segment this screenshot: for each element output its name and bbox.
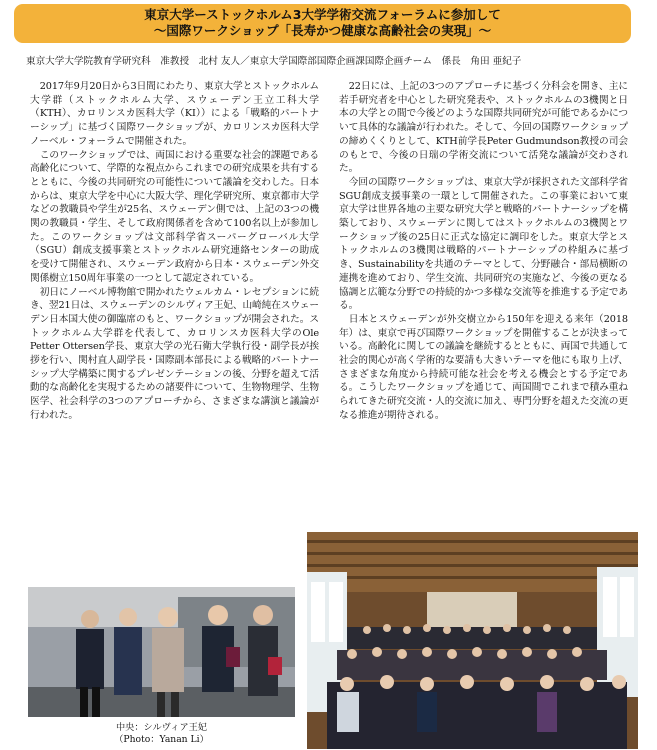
left-column [30,80,319,423]
photo-caption [28,722,295,746]
paragraph: 22日には、上記の3つのアプローチに基づく分科会を開き、主に若手研究者を中心とした研究発表や、ストックホルムの3機関と日本の大学との間で今後どのような国際共同研究が可能であるかについて具体的な議論が行われた。そして、今回の国際ワークショップの締めくくりとして、KTH前学長Peter Gudmundson教授の司会のもとで、今後の日瑞の学術交流について活発な議論が交わされた。 [339,81,628,175]
group-photo-small [28,587,295,717]
paragraph: 初日にノーベル博物館で開かれたウェルカム・レセプションに続き、翌21日は、スウェーデンのシルヴィア王妃、山崎純在スウェーデン日本国大使の御臨席のもと、ワークショップが開会された。ストックホルム大学群を代表して、カロリンスカ医科大学のOle Petter Ottersen学長、東京大学の光石衛大学執行役・副学長が挨拶を行い、関村直人副学長・国際副本部長による戦略的パートナーシップ大学構築に関するプレゼンテーションの後、分野を超えて活動的な高齢化を実現するための諸要件について、生物物理学、生物医学、社会科学の3つのアプローチから、さまざまな講演と議論が行われた。 [30,286,319,421]
article-subtitle: ～国際ワークショップ「長寿かつ健康な高齢社会の実現」～ [153,23,492,38]
right-column [339,80,628,423]
paragraph: このワークショップでは、両国における重要な社会的課題である高齢化について、学際的な視点からこれまでの研究成果を共有するとともに、今後の共同研究の可能性について議論を交わした。日本からは、東京大学を中心に大阪大学、理化学研究所、東京都市大学などの教職員や学生が25名、スウェーデン側では、上記の3つの機関の教職員・学生、そして政府関係者を含めて100名以上が参加した。このワークショップは文部科学省スーパーグローバル大学（SGU）創成支援事業とストックホルム研究連絡センターの助成を受けて開催され、スウェーデン政府から日本・スウェーデン外交関係樹立150周年事業の一つとして認定されている。 [30,149,319,284]
caption-line: 中央：シルヴィア王妃 [115,722,208,733]
photo-credit: （Photo：Yanan Li） [114,734,209,745]
byline: 東京大学大学院教育学研究科 准教授 北村 友人／東京大学国際部国際企画課国際企画チーム 係長 角田 亜紀子 [26,56,522,67]
title-banner [14,4,631,43]
article-title: 東京大学ーストックホルム3大学学術交流フォーラムに参加して [144,7,501,22]
paragraph: 今回の国際ワークショップは、東京大学が採択された文部科学省SGU創成支援事業の一環として開催された。この事業において東京大学は世界各地の主要な研究大学と戦略的パートナーシップを構築しており、スウェーデンに関してはストックホルムの3機関とワークショップ後の25日に正式な協定に調印をした。東京大学とストックホルムの3機関は戦略的パートナーシップの枠組みに基づき、Sustainabilityを共通のテーマとして、分野融合・部局横断の連携を進めており、学生交流、共同研究の実施など、今後の更なる協調と広範な分野での持続的かつ多様な交流等を推進する予定である。 [339,176,628,312]
paragraph: 2017年9月20日から3日間にわたり、東京大学とストックホルム大学群（ストックホルム大学、スウェーデン王立工科大学（KTH）、カロリンスカ医科大学（KI））による「戦略的パートナーシップ」に基づく国際ワークショップが、カロリンスカ医科大学ノーベル・フォーラムで開催された。 [30,81,319,147]
group-photo-large [307,532,638,749]
paragraph: 日本とスウェーデンが外交樹立から150年を迎える来年（2018年）は、東京で再び国際ワークショップを開催することが決まっている。高齢化に関しての議論を継続するとともに、両国で共通して社会的関心が高く学術的な要請も大きいテーマを他にも取り上げ、さまざまな角度から持続可能な社会を考える機会とする予定である。こうしたワークショップを通じて、両国間でこれまで積み重ねられてきた研究交流・人的交流に加え、専門分野を超えた交流の更なる推進が期待される。 [339,313,628,421]
